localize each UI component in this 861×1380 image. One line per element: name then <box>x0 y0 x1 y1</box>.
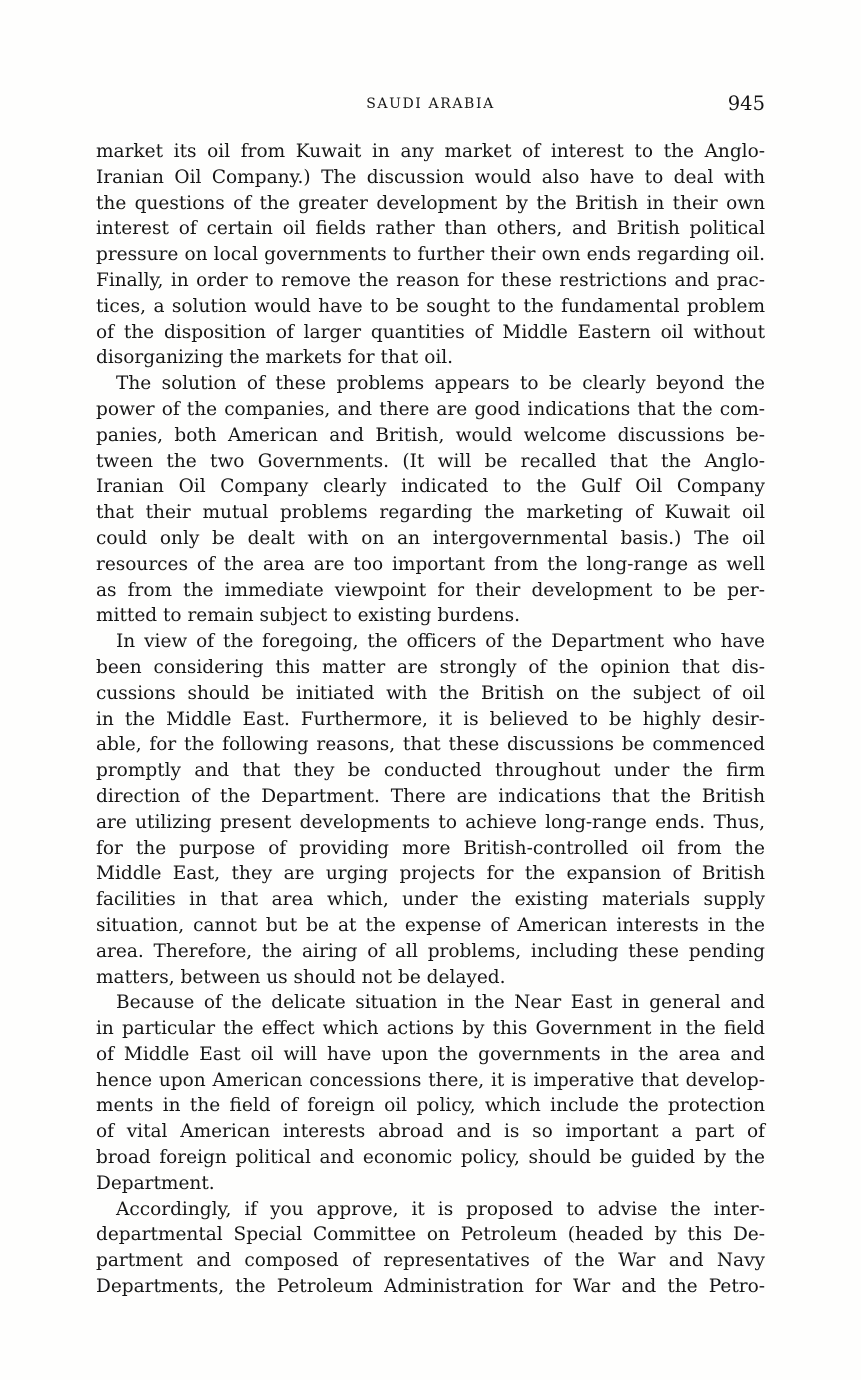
text-line: Iranian Oil Company.) The discussion would also have to deal with <box>96 166 765 188</box>
text-line: are utilizing present developments to achieve long-range ends. Thus, <box>96 811 765 833</box>
text-line: in the Middle East. Furthermore, it is believed to be highly desir- <box>96 708 765 730</box>
text-line: market its oil from Kuwait in any market of interest to the Anglo- <box>96 141 765 162</box>
text-line: power of the companies, and there are good indications that the com- <box>96 398 765 420</box>
text-line: Iranian Oil Company clearly indicated to the Gulf Oil Company <box>96 476 765 498</box>
page-number: 945 <box>727 92 765 115</box>
text-line: that their mutual problems regarding the marketing of Kuwait oil <box>96 502 765 524</box>
text-line: panies, both American and British, would welcome discussions be- <box>96 424 765 446</box>
text-line: of Middle East oil will have upon the governments in the area and <box>96 1043 765 1065</box>
text-line: of the disposition of larger quantities of Middle Eastern oil without <box>96 321 765 343</box>
text-line: cussions should be initiated with the British on the subject of oil <box>96 682 765 704</box>
text-line: situation, cannot but be at the expense of American interests in the <box>96 914 765 936</box>
text-line: resources of the area are too important from the long-range as well <box>96 553 765 575</box>
paragraph-continued <box>96 139 765 371</box>
text-line: been considering this matter are strongly of the opinion that dis- <box>96 656 765 678</box>
text-line: broad foreign political and economic policy, should be guided by the <box>96 1147 765 1169</box>
paragraph <box>96 371 765 629</box>
text-line: Department. <box>96 1172 215 1194</box>
text-line: promptly and that they be conducted throughout under the firm <box>96 760 765 782</box>
text-line: of vital American interests abroad and is so important a part of <box>96 1121 765 1143</box>
text-line: In view of the foregoing, the officers of the Department who have <box>116 631 765 653</box>
paragraph <box>96 1197 765 1300</box>
text-line: Because of the delicate situation in the Near East in general and <box>116 992 765 1014</box>
text-line: disorganizing the markets for that oil. <box>96 347 454 369</box>
text-line: ments in the field of foreign oil policy, which include the protection <box>96 1095 765 1117</box>
text-line: facilities in that area which, under the existing materials supply <box>96 889 765 911</box>
paragraph <box>96 629 765 990</box>
text-line: partment and composed of representatives of the War and Navy <box>96 1250 765 1272</box>
running-head <box>96 90 765 118</box>
text-line: departmental Special Committee on Petroleum (headed by this De- <box>96 1224 765 1246</box>
text-line: Middle East, they are urging projects for the expansion of British <box>96 863 765 885</box>
text-line: could only be dealt with on an intergovernmental basis.) The oil <box>96 527 765 549</box>
text-line: able, for the following reasons, that these discussions be commenced <box>96 734 765 756</box>
text-line: tices, a solution would have to be sought to the fundamental problem <box>96 295 765 317</box>
text-line: direction of the Department. There are indications that the British <box>96 785 765 807</box>
text-line: as from the immediate viewpoint for their development to be per- <box>96 579 765 601</box>
text-line: Finally, in order to remove the reason for these restrictions and prac- <box>96 269 765 291</box>
body-text <box>96 139 765 1300</box>
text-line: The solution of these problems appears to be clearly beyond the <box>116 373 765 395</box>
text-line: mitted to remain subject to existing burdens. <box>96 605 521 627</box>
text-line: in particular the effect which actions by this Government in the field <box>96 1018 765 1040</box>
text-line: hence upon American concessions there, it is imperative that develop- <box>96 1069 765 1091</box>
text-line: matters, between us should not be delayed. <box>96 966 506 988</box>
text-line: pressure on local governments to further their own ends regarding oil. <box>96 244 765 266</box>
text-line: Accordingly, if you approve, it is proposed to advise the inter- <box>116 1198 765 1220</box>
text-line: for the purpose of providing more British-controlled oil from the <box>96 837 765 859</box>
running-head-title: SAUDI ARABIA <box>366 96 495 112</box>
text-line: the questions of the greater development by the British in their own <box>96 192 765 214</box>
text-line: interest of certain oil fields rather than others, and British political <box>96 218 765 240</box>
text-line: tween the two Governments. (It will be recalled that the Anglo- <box>96 450 765 472</box>
text-line: area. Therefore, the airing of all problems, including these pending <box>96 940 765 962</box>
text-line: Departments, the Petroleum Administration for War and the Petro- <box>96 1276 765 1298</box>
paragraph <box>96 990 765 1196</box>
